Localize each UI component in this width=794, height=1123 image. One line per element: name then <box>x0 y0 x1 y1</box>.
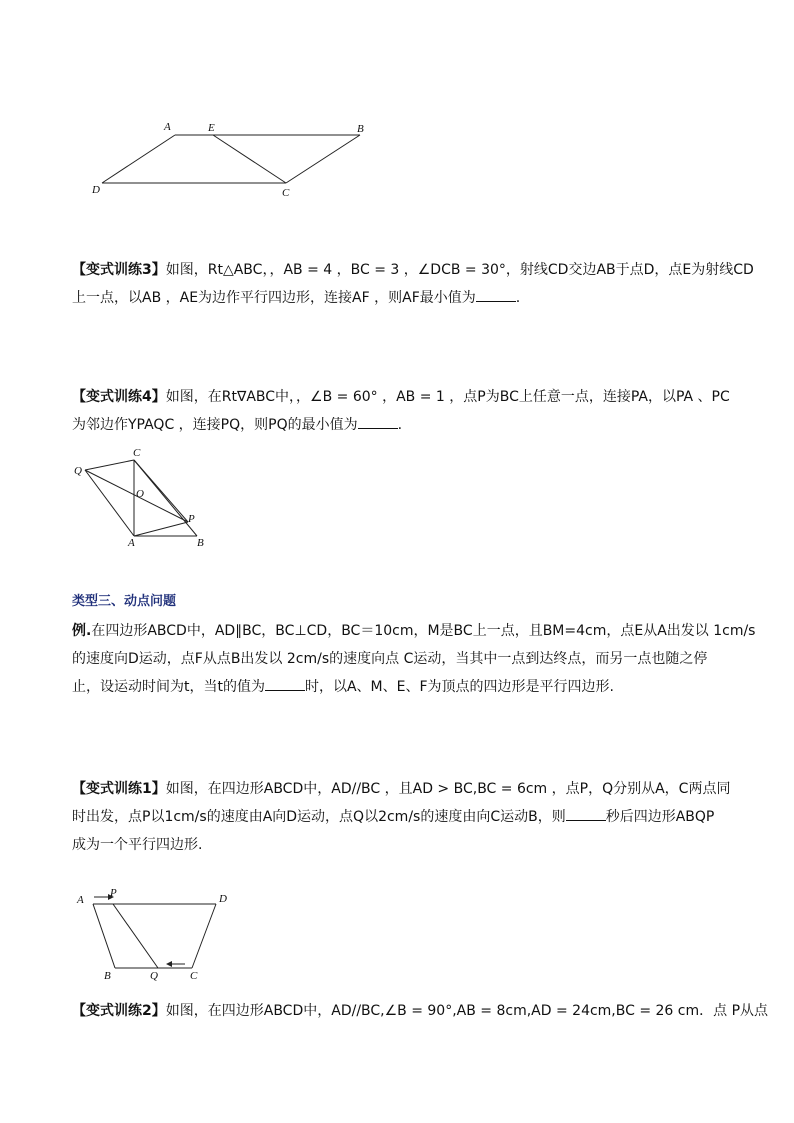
exercise-1-tag: 【变式训练1】 <box>72 781 166 797</box>
example-line-3a: 止，设运动时间为t，当t的值为 <box>72 679 265 695</box>
answer-blank <box>358 414 398 429</box>
figure-trapezoid-abcd <box>70 880 240 985</box>
point-label-b: B <box>197 537 204 549</box>
point-label-a: A <box>128 537 135 549</box>
answer-blank <box>476 287 516 302</box>
point-label-p: P <box>188 513 195 525</box>
figure-parallelogram-abcd <box>80 110 380 210</box>
example-problem <box>72 617 756 701</box>
exercise-3-period: . <box>515 290 521 306</box>
example-line-2: 的速度向D运动，点F从点B出发以 2cm/s的速度向点 C运动，当其中一点到达终点，而另一点也随之停 <box>72 651 708 667</box>
point-label-e: E <box>208 122 215 134</box>
point-label-d: D <box>92 184 100 196</box>
exercise-2-tag: 【变式训练2】 <box>72 1003 166 1019</box>
exercise-4 <box>72 383 730 439</box>
point-label-o: O <box>136 488 144 500</box>
example-tag: 例. <box>72 623 92 639</box>
exercise-3 <box>72 256 754 312</box>
exercise-1-line-2a: 时出发，点P以1cm/s的速度由A向D运动，点Q以2cm/s的速度由向C运动B，则 <box>72 809 566 825</box>
point-label-p: P <box>110 887 117 899</box>
arrow-left-icon <box>166 961 172 967</box>
exercise-4-period: . <box>397 417 403 433</box>
figure-parallelogram-paqc <box>70 440 220 555</box>
point-label-d: D <box>219 893 227 905</box>
point-label-a: A <box>77 894 84 906</box>
exercise-1 <box>72 775 731 859</box>
point-label-c: C <box>133 447 141 459</box>
exercise-4-line-1: 如图，在Rt∇ABC中，，∠B = 60° ，AB = 1 ，点P为BC上任意一点，连接PA，以PA 、PC <box>165 389 730 405</box>
point-label-c: C <box>190 970 198 982</box>
example-line-3b: 时，以A、M、E、F为顶点的四边形是平行四边形. <box>304 679 614 695</box>
point-label-c: C <box>282 187 290 199</box>
exercise-2 <box>72 997 769 1025</box>
point-label-b: B <box>357 123 364 135</box>
exercise-2-line-1: 如图，在四边形ABCD中，AD//BC,∠B = 90°,AB = 8cm,AD = 24cm,BC = 26 cm．点 P从点 <box>165 1003 769 1019</box>
exercise-4-line-2: 为邻边作YPAQC ，连接PQ，则PQ的最小值为 <box>72 417 358 433</box>
exercise-3-line-1: 如图，Rt△ABC，，AB = 4 ，BC = 3 ，∠DCB = 30°，射线CD交边AB于点D，点E为射线CD <box>165 262 754 278</box>
answer-blank <box>265 676 305 691</box>
exercise-1-line-3: 成为一个平行四边形. <box>72 837 203 853</box>
example-line-1: 在四边形ABCD中，AD∥BC，BC⊥CD，BC＝10cm，M是BC上一点，且BM=4cm，点E从A出发以 1cm/s <box>91 623 756 639</box>
point-label-q: Q <box>150 970 158 982</box>
section-heading-type-3: 类型三、动点问题 <box>72 594 177 609</box>
exercise-4-tag: 【变式训练4】 <box>72 389 166 405</box>
answer-blank <box>566 806 606 821</box>
point-label-q: Q <box>74 465 82 477</box>
exercise-3-line-2: 上一点，以AB ，AE为边作平行四边形，连接AF ，则AF最小值为 <box>72 290 476 306</box>
exercise-1-line-1: 如图，在四边形ABCD中，AD//BC ，且AD > BC,BC = 6cm ，点P，Q分别从A，C两点同 <box>165 781 731 797</box>
point-label-b: B <box>104 970 111 982</box>
exercise-1-line-2b: 秒后四边形ABQP <box>605 809 715 825</box>
exercise-3-tag: 【变式训练3】 <box>72 262 166 278</box>
point-label-a: A <box>164 121 171 133</box>
